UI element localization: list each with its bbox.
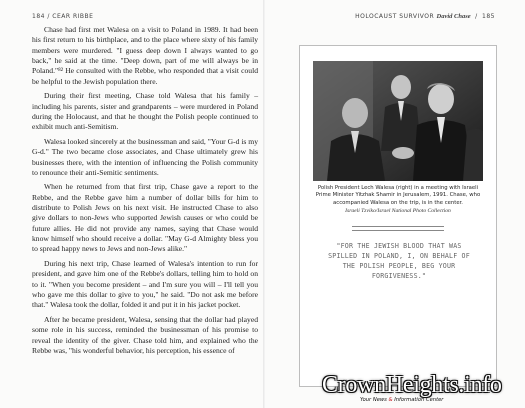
logo-tagline: Your News & Information Center [360, 397, 444, 403]
running-head-name: David Chase [436, 13, 471, 20]
photo-image [313, 61, 483, 181]
paragraph: During their first meeting, Chase told Walesa that his family – including his parents, sister and grandparents – were murdered in Poland during the Holocaust, and that he thought the Polish people continued to exhibit much anti-Semitism. [32, 91, 258, 132]
left-running-head: 184 / CEAR RIBBE [32, 13, 94, 20]
logo-wordmark: CrownHeights.info [322, 372, 502, 398]
pull-quote: "FOR THE JEWISH BLOOD THAT WAS SPILLED IN POLAND, I, ON BEHALF OF THE POLISH PEOPLE, BEG YOUR FORGIVENESS." [328, 242, 470, 280]
historic-photo [313, 61, 483, 181]
photo-credit: Israeli Tzviko/Israel National Photo Collection [345, 208, 451, 214]
paragraph: During his next trip, Chase learned of Walesa's intention to run for president, and gave him one of the Rebbe's dollars, telling him to hold on to it. "When you become president – and I'm sure you will – I'll tell you who gave me this dollar to give to you," he said. "Do not ask me before that." Walesa took the dollar, folded it and put it in his jacket pocket. [32, 258, 258, 310]
page-number: 185 [482, 13, 495, 20]
running-head-section: HOLOCAUST SURVIVOR [355, 13, 435, 20]
right-running-head: HOLOCAUST SURVIVOR David Chase / 185 [355, 13, 495, 20]
paragraph: When he returned from that first trip, Chase gave a report to the Rebbe, and the Rebbe gave him a number of dollar bills for him to distribute to Polish Jews on his next visit. He instructed Chase to also give dollars to non-Jews who supported Jewish causes or who could be future allies. He did not provide any names, saying that Chase would know himself who should receive a dollar. "May G-d Almighty bless you to spread happy news to Jews and non-Jews alike." [32, 182, 258, 254]
watermark-logo [300, 372, 520, 406]
paragraph: Chase had first met Walesa on a visit to Poland in 1989. It had been his first return to his birthplace, and to the place where sixty of his family members were murdered. "I guess deep down I always wanted to go back," he said at the time. "Deep down, part of me will always be in Poland."⁸² He consulted with the Rebbe, who responded that a visit could be helpful to the Jewish population there. [32, 25, 258, 86]
page-gutter [263, 0, 265, 408]
paragraph: After he became president, Walesa, sensing that the dollar had played some role in his success, reminded the businessman of his promise to reveal the identity of the giver. Chase told him, and explained who the Rebbe was, "his wonderful behavior, his perception, his essence of [32, 314, 258, 355]
photo-panel [299, 45, 497, 387]
photo-caption: Polish President Lech Walesa (right) in a meeting with Israeli Prime Minister Yitzhak Shamir in Jerusalem, 1991. Chase, who accompanied Walesa on the trip, is in the center. [315, 185, 481, 206]
pull-quote-rule [352, 226, 444, 231]
left-body-text [32, 25, 258, 360]
paragraph: Walesa looked sincerely at the businessman and said, "Your G-d is my G-d." The two became close associates, and Chase ultimately grew his businesses there, with the intention of influencing the Polish community to renounce their anti-Semitic sentiments. [32, 136, 258, 177]
